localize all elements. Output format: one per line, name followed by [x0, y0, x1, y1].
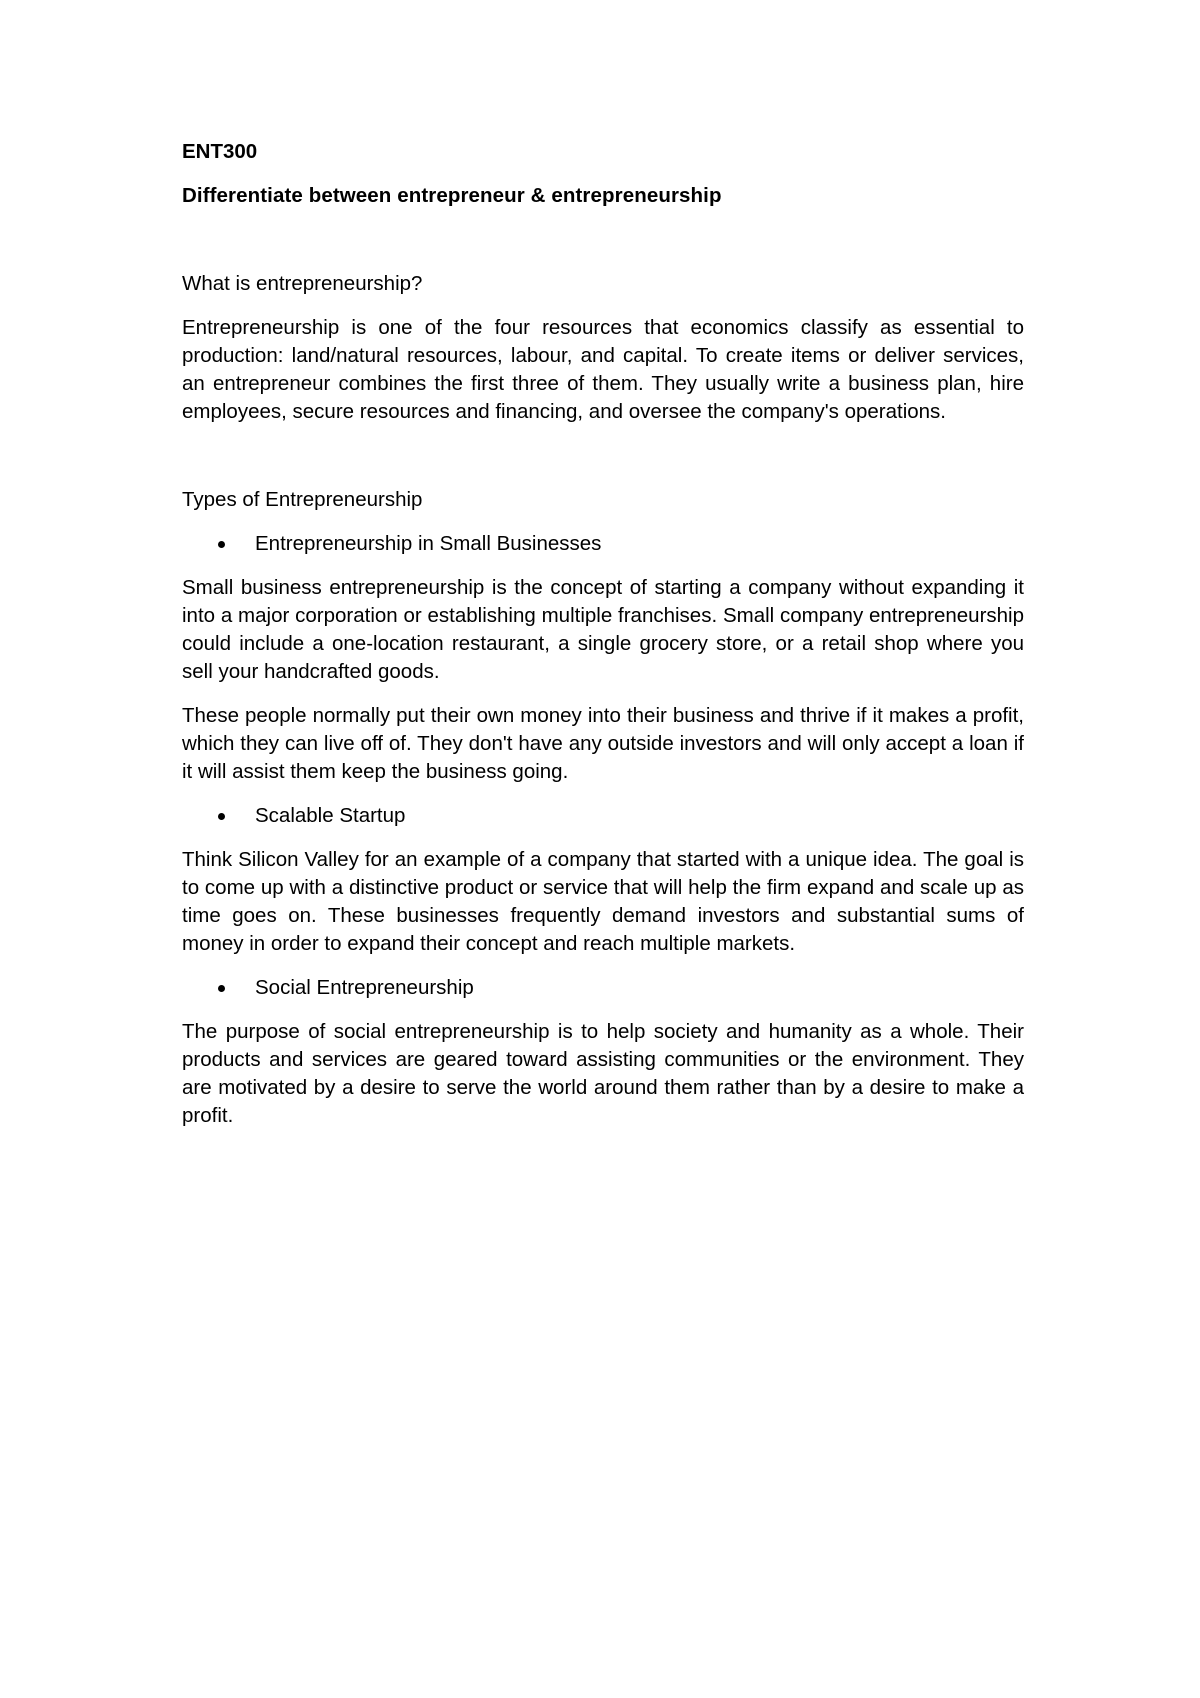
social-paragraph: The purpose of social entrepreneurship is to help society and humanity as a whole. Their products and services are geared toward assisting communities or the environment. They are motivated by a desire to serve the world around them rather than by a desire to make a profit. — [182, 1020, 1024, 1127]
bullet-icon — [218, 985, 225, 992]
bullet-icon — [218, 541, 225, 548]
bullet-label: Scalable Startup — [255, 804, 406, 827]
small-business-paragraph-2: These people normally put their own money into their business and thrive if it makes a profit, which they can live off of. They don't have any outside investors and will only accept a loan if it will assist them keep the business going. — [182, 704, 1024, 783]
course-code: ENT300 — [182, 140, 258, 163]
document-title: Differentiate between entrepreneur & entrepreneurship — [182, 184, 722, 207]
bullet-label: Entrepreneurship in Small Businesses — [255, 532, 602, 555]
document-page — [182, 138, 1024, 1146]
section-heading-types: Types of Entrepreneurship — [182, 488, 423, 511]
bullet-item-social — [182, 974, 1024, 1002]
small-business-paragraph-1: Small business entrepreneurship is the concept of starting a company without expanding it into a major corporation or establishing multiple franchises. Small company entrepreneurship could include a one-location restaurant, a single grocery store, or a retail shop where you sell your handcrafted goods. — [182, 576, 1024, 683]
bullet-item-small-business — [182, 530, 1024, 558]
bullet-label: Social Entrepreneurship — [255, 976, 474, 999]
definition-paragraph: Entrepreneurship is one of the four resources that economics classify as essential to production: land/natural resources, labour, and capital. To create items or deliver services, an entrepreneur combines the first three of them. They usually write a business plan, hire employees, secure resources and financing, and oversee the company's operations. — [182, 316, 1024, 423]
scalable-startup-paragraph: Think Silicon Valley for an example of a company that started with a unique idea. The goal is to come up with a distinctive product or service that will help the firm expand and scale up as time goes on. These businesses frequently demand investors and substantial sums of money in order to expand their concept and reach multiple markets. — [182, 848, 1024, 955]
section-heading-what-is: What is entrepreneurship? — [182, 272, 423, 295]
bullet-item-scalable-startup — [182, 802, 1024, 830]
bullet-icon — [218, 813, 225, 820]
